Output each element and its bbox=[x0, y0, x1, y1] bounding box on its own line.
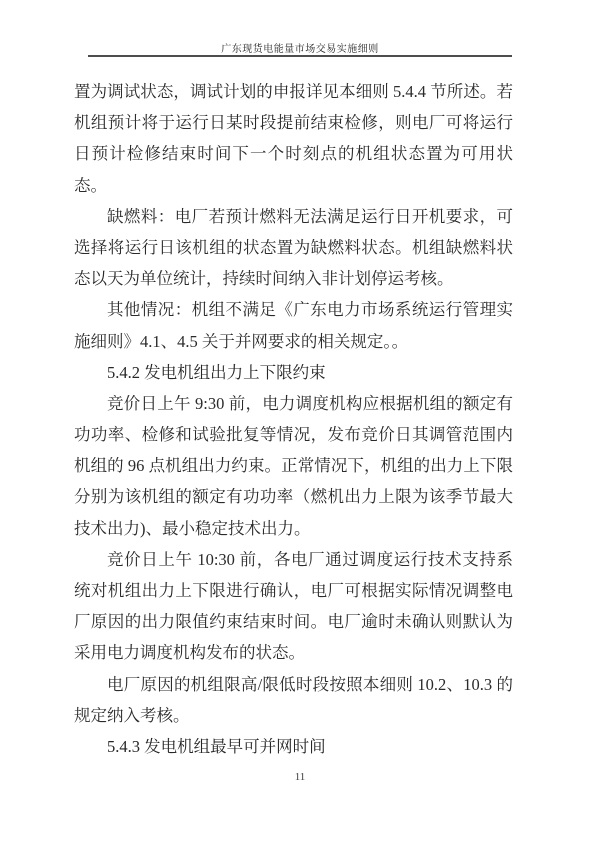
text-line: 电厂原因的机组限高/限低时段按照本细则 10.2、10.3 的 bbox=[107, 674, 513, 694]
text-line: 缺燃料：电厂若预计燃料无法满足运行日开机要求，可 bbox=[107, 206, 513, 226]
header-rule-divider bbox=[88, 55, 512, 57]
text-line: 施细则》4.1、4.5 关于并网要求的相关规定。。 bbox=[74, 331, 409, 351]
page-number: 11 bbox=[294, 771, 306, 783]
text-line: 日预计检修结束时间下一个时刻点的机组状态置为可用状 bbox=[74, 144, 513, 164]
text-line: 竞价日上午 9:30 前，电力调度机构应根据机组的额定有 bbox=[107, 393, 513, 413]
text-line: 统对机组出力上下限进行确认，电厂可根据实际情况调整电 bbox=[74, 581, 513, 600]
text-line: 采用电力调度机构发布的状态。 bbox=[74, 643, 305, 663]
text-line: 其他情况：机组不满足《广东电力市场系统运行管理实 bbox=[107, 300, 513, 320]
text-line: 机组预计将于运行日某时段提前结束检修，则电厂可将运行 bbox=[74, 113, 513, 133]
text-line: 竞价日上午 10:30 前，各电厂通过调度运行技术支持系 bbox=[107, 549, 513, 569]
section-heading: 5.4.3 发电机组最早可并网时间 bbox=[107, 736, 326, 756]
text-line: 选择将运行日该机组的状态置为缺燃料状态。机组缺燃料状 bbox=[74, 237, 513, 257]
text-line: 技术出力)、最小稳定技术出力。 bbox=[74, 518, 311, 538]
text-line: 态以天为单位统计，持续时间纳入非计划停运考核。 bbox=[74, 269, 454, 289]
text-line: 态。 bbox=[74, 175, 107, 195]
text-line: 置为调试状态，调试计划的申报详见本细则 5.4.4 节所述。若 bbox=[74, 82, 513, 101]
text-line: 功功率、检修和试验批复等情况，发布竞价日其调管范围内 bbox=[74, 425, 513, 445]
document-body bbox=[74, 76, 513, 762]
text-line: 规定纳入考核。 bbox=[74, 705, 190, 725]
section-heading: 5.4.2 发电机组出力上下限约束 bbox=[107, 362, 326, 382]
text-line: 分别为该机组的额定有功功率（燃机出力上限为该季节最大 bbox=[74, 487, 513, 507]
text-line: 机组的 96 点机组出力约束。正常情况下，机组的出力上下限 bbox=[74, 456, 513, 476]
text-line: 厂原因的出力限值约束结束时间。电厂逾时未确认则默认为 bbox=[74, 612, 513, 632]
header-title: 广东现货电能量市场交易实施细则 bbox=[221, 44, 379, 55]
